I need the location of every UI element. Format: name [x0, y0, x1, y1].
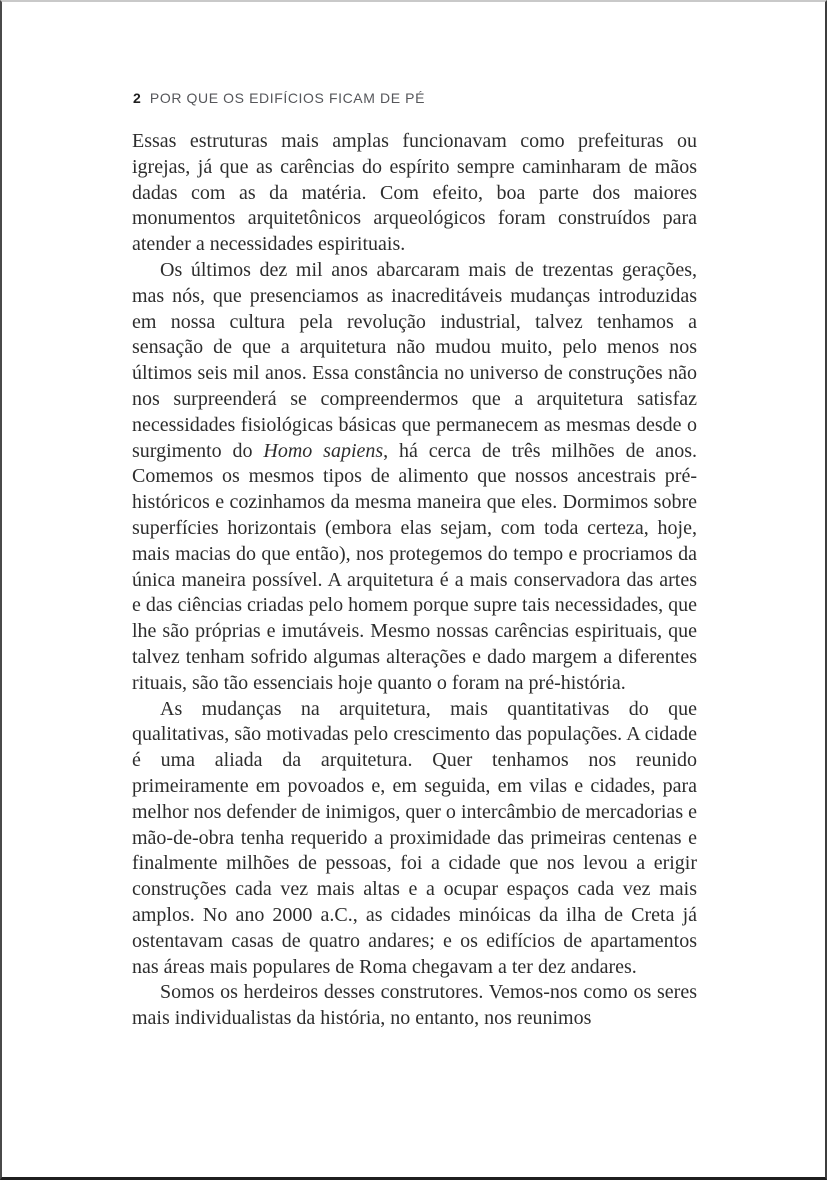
- chapter-number: 2: [133, 90, 142, 106]
- italic-term: Homo sapiens: [263, 439, 384, 462]
- paragraph: [132, 980, 697, 1032]
- paragraph: [132, 258, 697, 697]
- running-header: [133, 90, 425, 106]
- text-run: Os últimos dez mil anos abarcaram mais de trezentas gerações, mas nós, que presenciamos as inacreditáveis mudanças introduzidas em nossa cultura pela revolução industrial, talvez tenhamos a sensação de que a arquitetura não mudou muito, pelo menos nos últimos seis mil anos. Essa constância no universo de construções não nos surpreenderá se compreendermos que a arquitetura satisfaz necessidades fisiológicas básicas que permanecem as mesmas desde o surgimento do: [132, 258, 697, 462]
- running-title: POR QUE OS EDIFÍCIOS FICAM DE PÉ: [149, 90, 426, 106]
- paragraph: [132, 697, 697, 981]
- body-text: [132, 129, 697, 1032]
- paragraph: [132, 129, 697, 258]
- text-run: As mudanças na arquitetura, mais quantitativas do que qualitativas, são motivadas pelo crescimento das populações. A cidade é uma aliada da arquitetura. Quer tenhamos nos reunido primeiramente em povoados e, em seguida, em vilas e cidades, para melhor nos defender de inimigos, quer o intercâmbio de mercadorias e mão-de-obra tenha requerido a proximidade das primeiras centenas e finalmente milhões de pessoas, foi a cidade que nos levou a erigir construções cada vez mais altas e a ocupar espaços cada vez mais amplos. No ano 2000 a.C., as cidades minóicas da ilha de Creta já ostentavam casas de quatro andares; e os edifícios de apartamentos nas áreas mais populares de Roma chegavam a ter dez andares.: [132, 697, 697, 978]
- text-run: Somos os herdeiros desses construtores. Vemos-nos como os seres mais individualistas da história, no entanto, nos reunimos: [132, 981, 697, 1030]
- text-run: Essas estruturas mais amplas funcionavam como prefeituras ou igrejas, já que as carências do espírito sempre caminharam de mãos dadas com as da matéria. Com efeito, boa parte dos maiores monumentos arquitetônicos arqueológicos foram construídos para atender a necessidades espirituais.: [132, 130, 697, 256]
- text-run: , há cerca de três milhões de anos. Comemos os mesmos tipos de alimento que nossos ancestrais pré-históricos e cozinhamos da mesma maneira que eles. Dormimos sobre superfícies horizontais (embora elas sejam, com toda certeza, hoje, mais macias do que então), nos protegemos do tempo e procriamos da única maneira possível. A arquitetura é a mais conservadora das artes e das ciências criadas pelo homem porque supre tais necessidades, que lhe são próprias e imutáveis. Mesmo nossas carências espirituais, que talvez tenham sofrido algumas alterações e dado margem a diferentes rituais, são tão essenciais hoje quanto o foram na pré-história.: [132, 439, 697, 694]
